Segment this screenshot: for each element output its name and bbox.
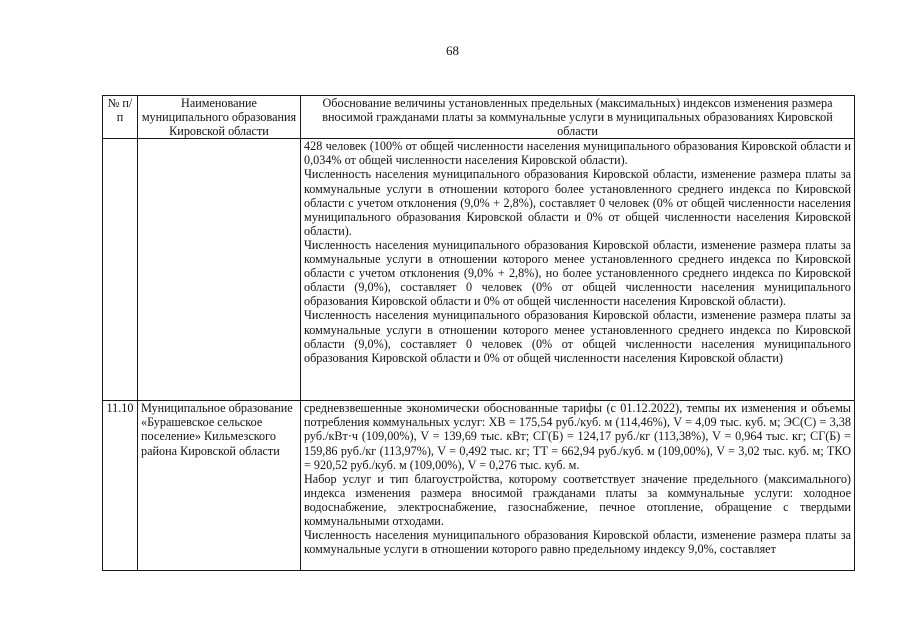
index-justification-table	[102, 95, 855, 571]
row-number	[103, 139, 138, 401]
table-row	[103, 401, 855, 571]
row-municipality-name	[138, 139, 301, 401]
justification-paragraph: Численность населения муниципального образования Кировской области, изменение размера платы за коммунальные услуги в отношении которого равно предельному индексу 9,0%, составляет	[304, 528, 851, 557]
row-number: 11.10	[103, 401, 138, 571]
page-number: 68	[446, 43, 459, 58]
justification-paragraph: Численность населения муниципального образования Кировской области, изменение размера платы за коммунальные услуги в отношении которого менее установленного среднего индекса по Кировской области (9,0%), составляет 0 человек (0% от общей численности населения муниципального образования Кировской области и 0% от общей численности населения Кировской области)	[304, 308, 851, 365]
header-justification: Обоснование величины установленных предельных (максимальных) индексов изменения размера вносимой гражданами платы за коммунальные услуги в муниципальных образованиях Кировской области	[301, 96, 855, 139]
row-justification	[301, 401, 855, 571]
row-municipality-name: Муниципальное образование «Бурашевское сельское поселение» Кильмезского района Кировской области	[138, 401, 301, 571]
justification-paragraph: Набор услуг и тип благоустройства, которому соответствует значение предельного (максимального) индекса изменения размера вносимой гражданами платы за коммунальные услуги: холодное водоснабжение, электроснабжение, газоснабжение, печное отопление, обращение с твердыми коммунальными отходами.	[304, 471, 851, 529]
header-municipality-name: Наименование муниципального образования Кировской области	[138, 96, 301, 139]
table-row	[103, 139, 855, 401]
justification-paragraph: 428 человек (100% от общей численности населения муниципального образования Кировской области и 0,034% от общей численности населения Кировской области).	[304, 139, 851, 168]
header-number: № п/п	[103, 96, 138, 139]
table-header-row	[103, 96, 855, 139]
justification-paragraph: Численность населения муниципального образования Кировской области, изменение размера платы за коммунальные услуги в отношении которого более установленного среднего индекса по Кировской области с учетом отклонения (9,0% + 2,8%), составляет 0 человек (0% от общей численности населения муниципального образования Кировской области и 0% от общей численности населения Кировской области).	[304, 167, 851, 238]
justification-paragraph: средневзвешенные экономически обоснованные тарифы (с 01.12.2022), темпы их изменения и объемы потребления коммунальных услуг: ХВ = 175,54 руб./куб. м (114,46%), V = 4,09 тыс. куб. м; ЭС(С) = 3,38 руб./кВт·ч (109,00%), V = 139,69 тыс. кВт; СГ(Б) = 124,17 руб./кг (113,38%), V = 0,964 тыс. кг; СГ(Б) = 159,86 руб./кг (113,97%), V = 0,492 тыс. кг; ТТ = 662,94 руб./куб. м (109,00%), V = 3,02 тыс. куб. м; ТКО = 920,52 руб./куб. м (109,00%), V = 0,276 тыс. куб. м.	[304, 401, 851, 472]
row-justification	[301, 139, 855, 401]
justification-paragraph: Численность населения муниципального образования Кировской области, изменение размера платы за коммунальные услуги в отношении которого менее установленного среднего индекса по Кировской области с учетом отклонения (9,0% + 2,8%), но более установленного среднего индекса по Кировской области (9,0%), составляет 0 человек (0% от общей численности населения муниципального образования Кировской области и 0% от общей численности населения Кировской области).	[304, 237, 851, 309]
